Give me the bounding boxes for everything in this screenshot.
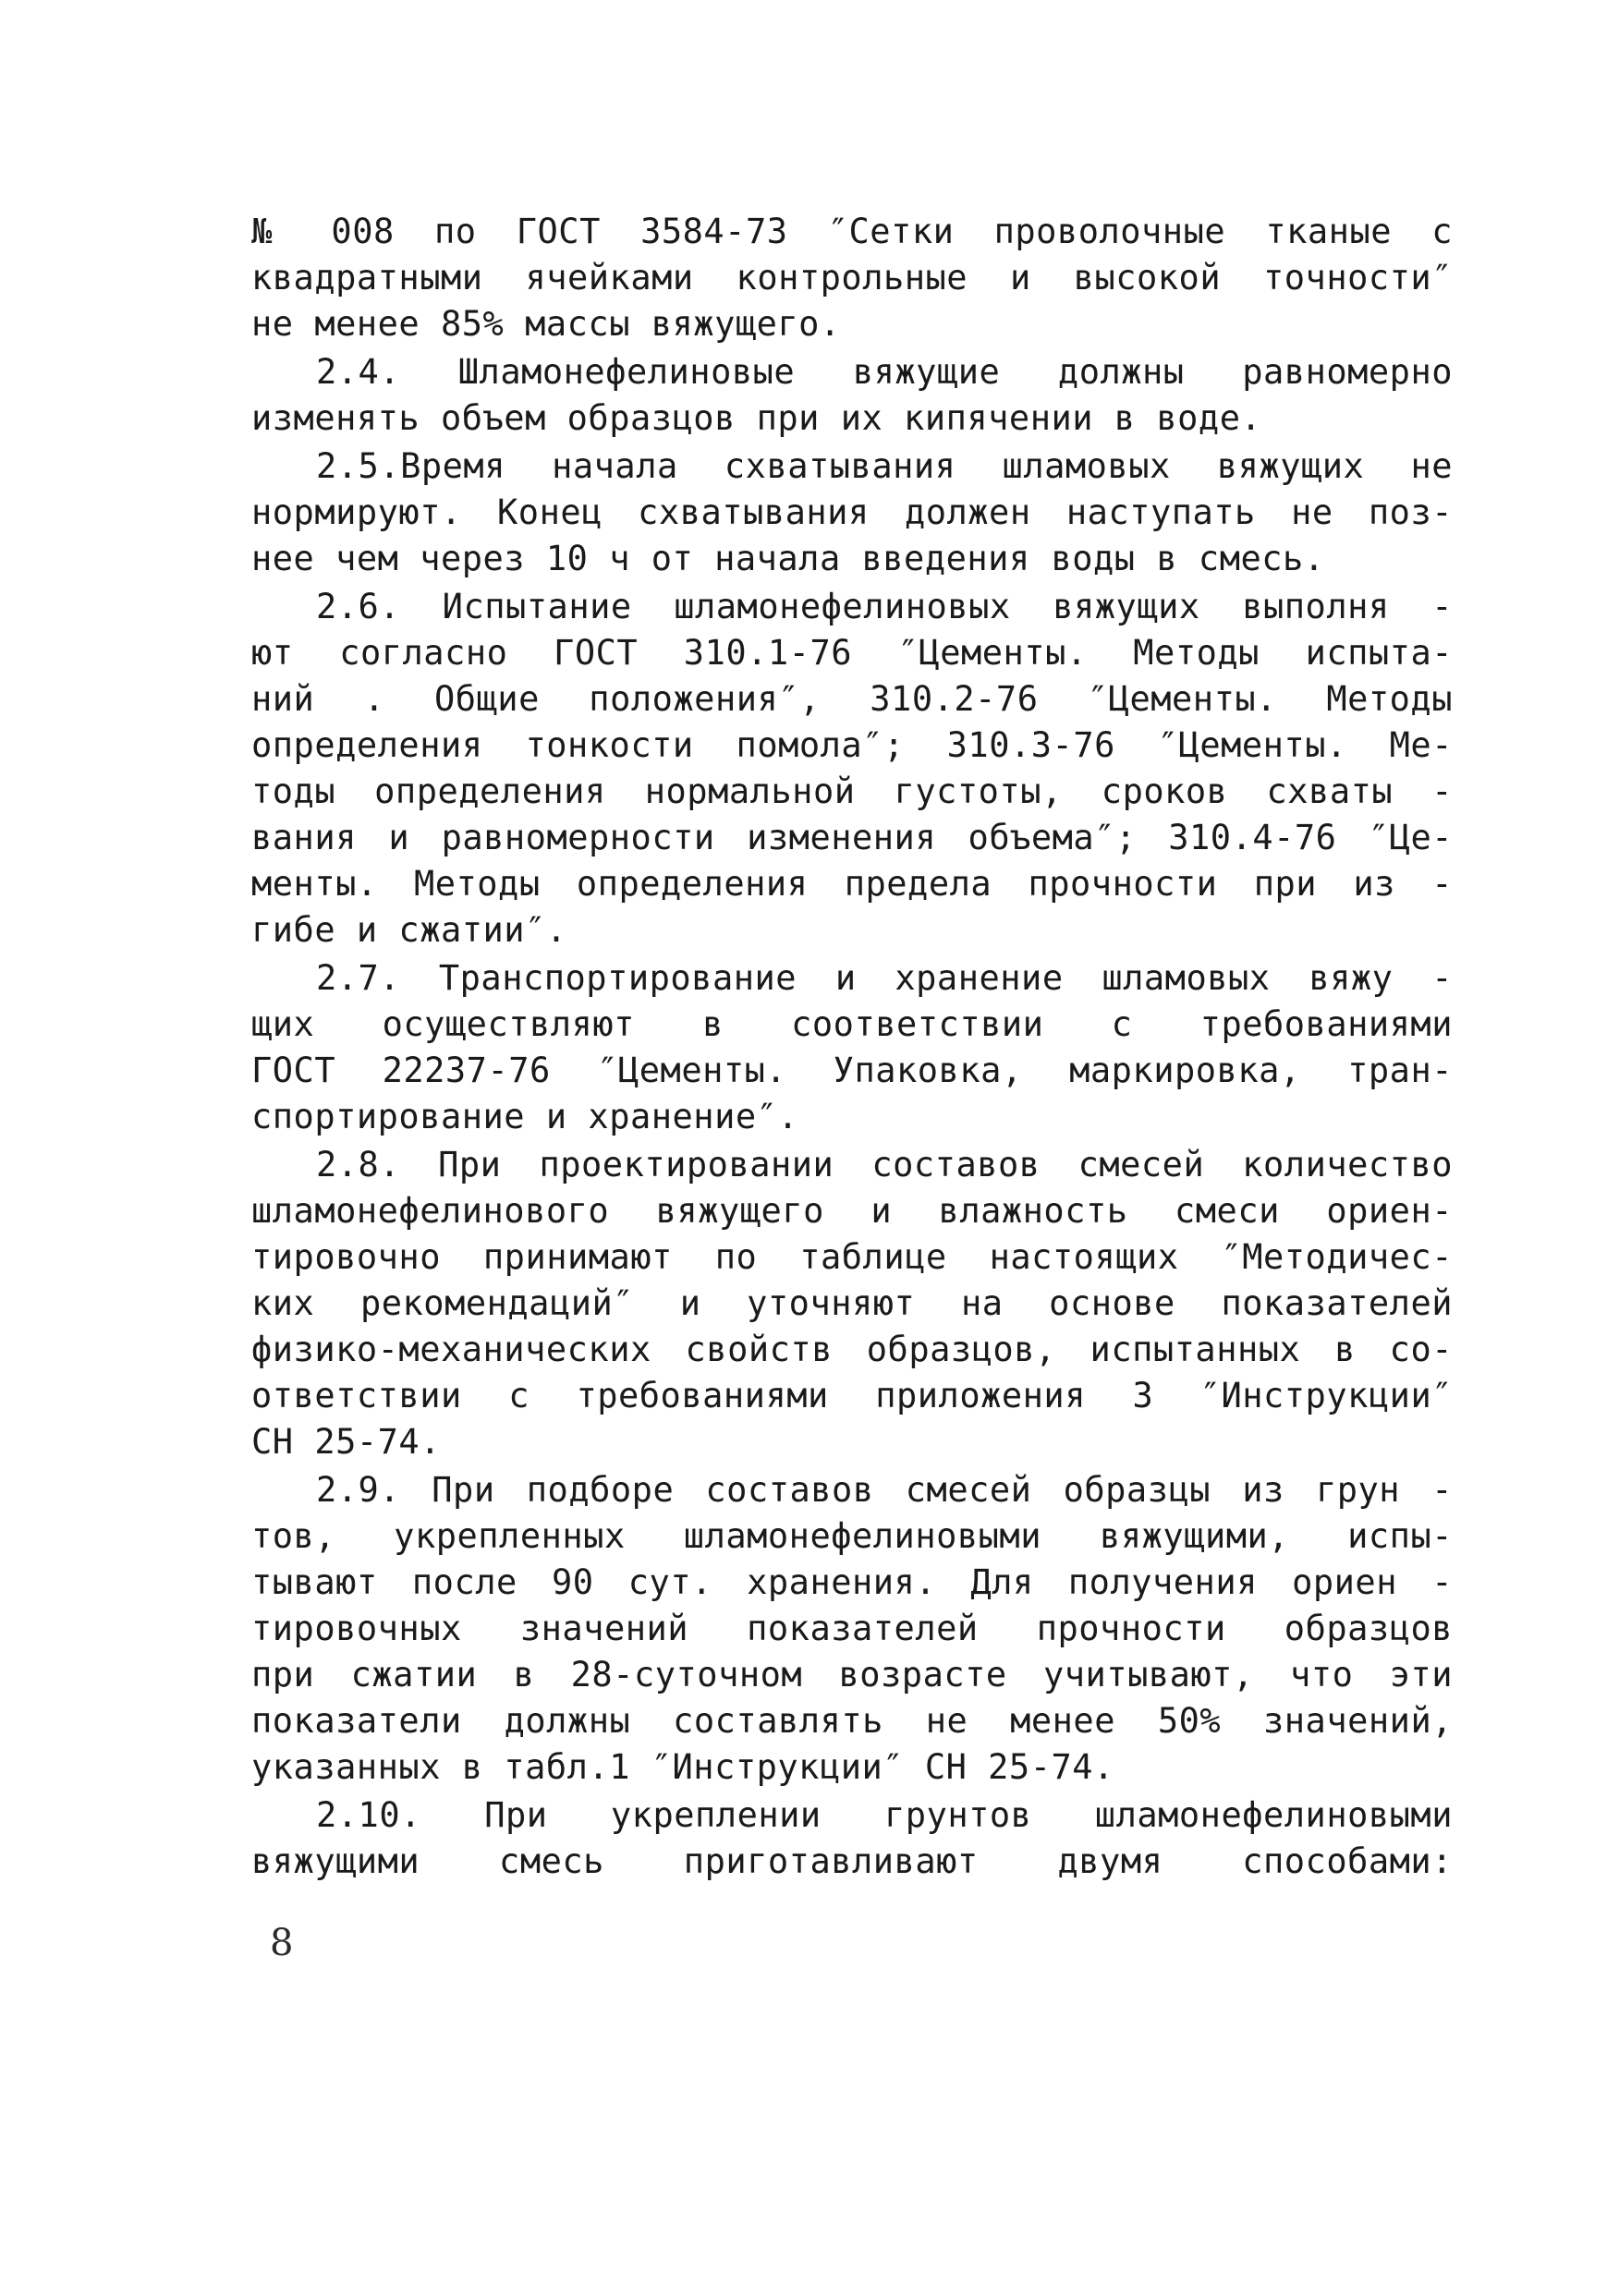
- text-line: определения тонкости помола″; 310.3-76 ″Цементы. Ме-: [251, 725, 1453, 765]
- text-line: тов, укрепленных шламонефелиновыми вяжущими, испы-: [251, 1516, 1453, 1556]
- text-line: менты. Методы определения предела прочности при из -: [251, 864, 1453, 904]
- paragraph-first-line: 2.10. При укреплении грунтов шламонефелиновыми: [316, 1795, 1453, 1835]
- text-line: вания и равномерности изменения объема″; 310.4-76 ″Це-: [251, 818, 1453, 857]
- page-number: 8: [270, 1922, 294, 1964]
- text-line: СН 25-74.: [251, 1422, 441, 1462]
- text-line: ответствии с требованиями приложения 3 ″Инструкции″: [251, 1376, 1453, 1415]
- text-line: тоды определения нормальной густоты, сроков схваты -: [251, 771, 1453, 811]
- paragraph-first-line: 2.6. Испытание шламонефелиновых вяжущих выполня -: [316, 587, 1453, 626]
- text-line: ют согласно ГОСТ 310.1-76 ″Цементы. Методы испыта-: [251, 633, 1453, 673]
- text-line: ний . Общие положения″, 310.2-76 ″Цементы. Методы: [251, 679, 1453, 719]
- text-line: физико-механических свойств образцов, испытанных в со-: [251, 1330, 1453, 1369]
- text-line: указанных в табл.1 ″Инструкции″ СН 25-74.: [251, 1747, 1114, 1787]
- text-line: ких рекомендаций″ и уточняют на основе показателей: [251, 1283, 1453, 1323]
- text-line: шламонефелинового вяжущего и влажность смеси ориен-: [251, 1191, 1453, 1231]
- paragraph-first-line: 2.8. При проектировании составов смесей количество: [316, 1145, 1453, 1184]
- text-line: изменять объем образцов при их кипячении в воде.: [251, 398, 1262, 438]
- text-line: тировочных значений показателей прочности образцов: [251, 1609, 1453, 1648]
- text-line: вяжущими смесь приготавливают двумя способами:: [251, 1841, 1453, 1881]
- paragraph-first-line: 2.4. Шламонефелиновые вяжущие должны равномерно: [316, 352, 1453, 392]
- text-line: ГОСТ 22237-76 ″Цементы. Упаковка, маркировка, тран-: [251, 1051, 1453, 1090]
- text-line: нормируют. Конец схватывания должен наступать не поз-: [251, 492, 1453, 532]
- text-line: при сжатии в 28-суточном возрасте учитывают, что эти: [251, 1655, 1453, 1695]
- body-text: [251, 209, 1453, 1885]
- text-line: щих осуществляют в соответствии с требованиями: [251, 1004, 1453, 1044]
- text-line: показатели должны составлять не менее 50% значений,: [251, 1701, 1453, 1741]
- text-line: гибе и сжатии″.: [251, 910, 567, 950]
- text-line: квадратными ячейками контрольные и высокой точности″: [251, 258, 1453, 298]
- text-line: тировочно принимают по таблице настоящих ″Методичес-: [251, 1237, 1453, 1277]
- paragraph-first-line: 2.5.Время начала схватывания шламовых вяжущих не: [316, 446, 1453, 486]
- paragraph-first-line: 2.7. Транспортирование и хранение шламовых вяжу -: [316, 958, 1453, 998]
- text-line: тывают после 90 сут. хранения. Для получения ориен -: [251, 1562, 1453, 1602]
- text-line: нее чем через 10 ч от начала введения воды в смесь.: [251, 539, 1325, 578]
- paragraph-first-line: 2.9. При подборе составов смесей образцы из грун -: [316, 1470, 1453, 1510]
- text-line: спортирование и хранение″.: [251, 1097, 799, 1136]
- text-line: не менее 85% массы вяжущего.: [251, 304, 841, 344]
- text-line: № 008 по ГОСТ 3584-73 ″Сетки проволочные тканые с: [251, 212, 1453, 251]
